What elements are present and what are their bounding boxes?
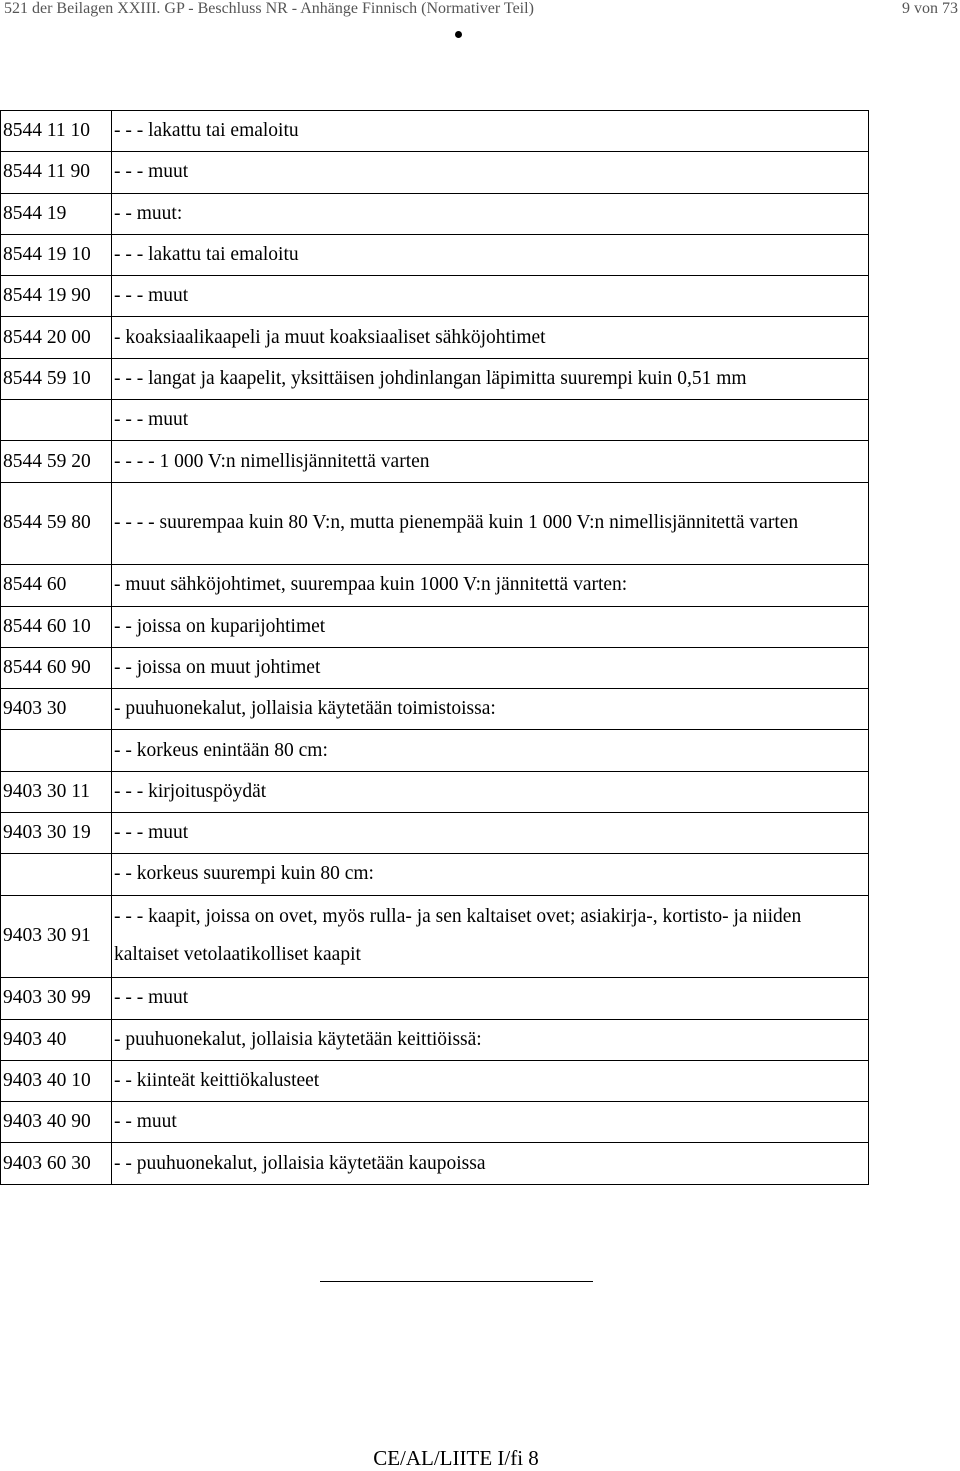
tariff-description-cell: - - puuhuonekalut, jollaisia käytetään kaupoissa: [112, 1143, 869, 1184]
tariff-table-body: [1, 111, 869, 1185]
tariff-code-cell: 8544 11 90: [1, 152, 112, 193]
tariff-description-cell: - - muut: [112, 1102, 869, 1143]
tariff-description-cell: - - joissa on kuparijohtimet: [112, 606, 869, 647]
table-row: [1, 1060, 869, 1101]
tariff-description-cell: - puuhuonekalut, jollaisia käytetään keittiöissä:: [112, 1019, 869, 1060]
tariff-code-cell: 9403 60 30: [1, 1143, 112, 1184]
tariff-code-cell: 9403 30 99: [1, 978, 112, 1019]
tariff-description-cell: - - kiinteät keittiökalusteet: [112, 1060, 869, 1101]
table-row: [1, 647, 869, 688]
tariff-code-cell: 8544 19 90: [1, 276, 112, 317]
table-row: [1, 730, 869, 771]
tariff-code-cell: 9403 30: [1, 689, 112, 730]
tariff-description-cell: - - - kaapit, joissa on ovet, myös rulla- ja sen kaltaiset ovet; asiakirja-, kortisto- ja niiden kaltaiset vetolaatikolliset kaapit: [112, 895, 869, 978]
tariff-description-cell: - puuhuonekalut, jollaisia käytetään toimistoissa:: [112, 689, 869, 730]
tariff-code-cell: 8544 60 10: [1, 606, 112, 647]
tariff-description-cell: - - joissa on muut johtimet: [112, 647, 869, 688]
table-row: [1, 152, 869, 193]
tariff-description-cell: - - - langat ja kaapelit, yksittäisen johdinlangan läpimitta suurempi kuin 0,51 mm: [112, 358, 869, 399]
tariff-code-cell: 8544 59 10: [1, 358, 112, 399]
table-row: [1, 276, 869, 317]
tariff-code-cell: 9403 30 11: [1, 771, 112, 812]
table-row: [1, 1143, 869, 1184]
tariff-code-cell: [1, 730, 112, 771]
tariff-code-cell: 8544 59 80: [1, 482, 112, 565]
table-row: [1, 358, 869, 399]
page-number: 9 von 73: [902, 0, 958, 17]
table-row: [1, 978, 869, 1019]
table-row: [1, 441, 869, 482]
table-row: [1, 234, 869, 275]
document-title: 521 der Beilagen XXIII. GP - Beschluss NR - Anhänge Finnisch (Normativer Teil): [4, 0, 534, 17]
tariff-code-cell: [1, 400, 112, 441]
tariff-description-cell: - - - kirjoituspöydät: [112, 771, 869, 812]
tariff-description-cell: - - - muut: [112, 152, 869, 193]
tariff-code-cell: [1, 854, 112, 895]
table-row: [1, 771, 869, 812]
tariff-description-cell: - - - muut: [112, 813, 869, 854]
tariff-description-cell: - - - muut: [112, 276, 869, 317]
tariff-description-cell: - koaksiaalikaapeli ja muut koaksiaaliset sähköjohtimet: [112, 317, 869, 358]
tariff-code-cell: 9403 30 19: [1, 813, 112, 854]
table-row: [1, 111, 869, 152]
tariff-code-cell: 8544 11 10: [1, 111, 112, 152]
tariff-description-cell: - - - lakattu tai emaloitu: [112, 111, 869, 152]
table-row: [1, 482, 869, 565]
tariff-table: [0, 110, 869, 1185]
tariff-code-cell: 8544 20 00: [1, 317, 112, 358]
tariff-code-cell: 9403 30 91: [1, 895, 112, 978]
tariff-description-cell: - muut sähköjohtimet, suurempaa kuin 1000 V:n jännitettä varten:: [112, 565, 869, 606]
footer-reference: CE/AL/LIITE I/fi 8: [373, 1446, 539, 1470]
tariff-code-cell: 8544 19: [1, 193, 112, 234]
bullet-marker: [455, 31, 462, 38]
tariff-code-cell: 9403 40 10: [1, 1060, 112, 1101]
tariff-description-cell: - - korkeus enintään 80 cm:: [112, 730, 869, 771]
table-row: [1, 317, 869, 358]
table-row: [1, 895, 869, 978]
tariff-description-cell: - - - lakattu tai emaloitu: [112, 234, 869, 275]
table-row: [1, 689, 869, 730]
page-header: [0, 0, 960, 24]
table-row: [1, 400, 869, 441]
tariff-description-cell: - - - - 1 000 V:n nimellisjännitettä varten: [112, 441, 869, 482]
tariff-description-cell: - - - - suurempaa kuin 80 V:n, mutta pienempää kuin 1 000 V:n nimellisjännitettä varten: [112, 482, 869, 565]
tariff-description-cell: - - muut:: [112, 193, 869, 234]
table-row: [1, 854, 869, 895]
tariff-code-cell: 9403 40 90: [1, 1102, 112, 1143]
table-row: [1, 565, 869, 606]
table-row: [1, 606, 869, 647]
tariff-description-cell: - - korkeus suurempi kuin 80 cm:: [112, 854, 869, 895]
table-row: [1, 813, 869, 854]
tariff-description-cell: - - - muut: [112, 978, 869, 1019]
tariff-code-cell: 9403 40: [1, 1019, 112, 1060]
tariff-code-cell: 8544 60: [1, 565, 112, 606]
table-row: [1, 193, 869, 234]
table-row: [1, 1102, 869, 1143]
tariff-code-cell: 8544 59 20: [1, 441, 112, 482]
tariff-code-cell: 8544 60 90: [1, 647, 112, 688]
table-row: [1, 1019, 869, 1060]
tariff-code-cell: 8544 19 10: [1, 234, 112, 275]
footer-separator-line: [320, 1281, 593, 1282]
tariff-description-cell: - - - muut: [112, 400, 869, 441]
